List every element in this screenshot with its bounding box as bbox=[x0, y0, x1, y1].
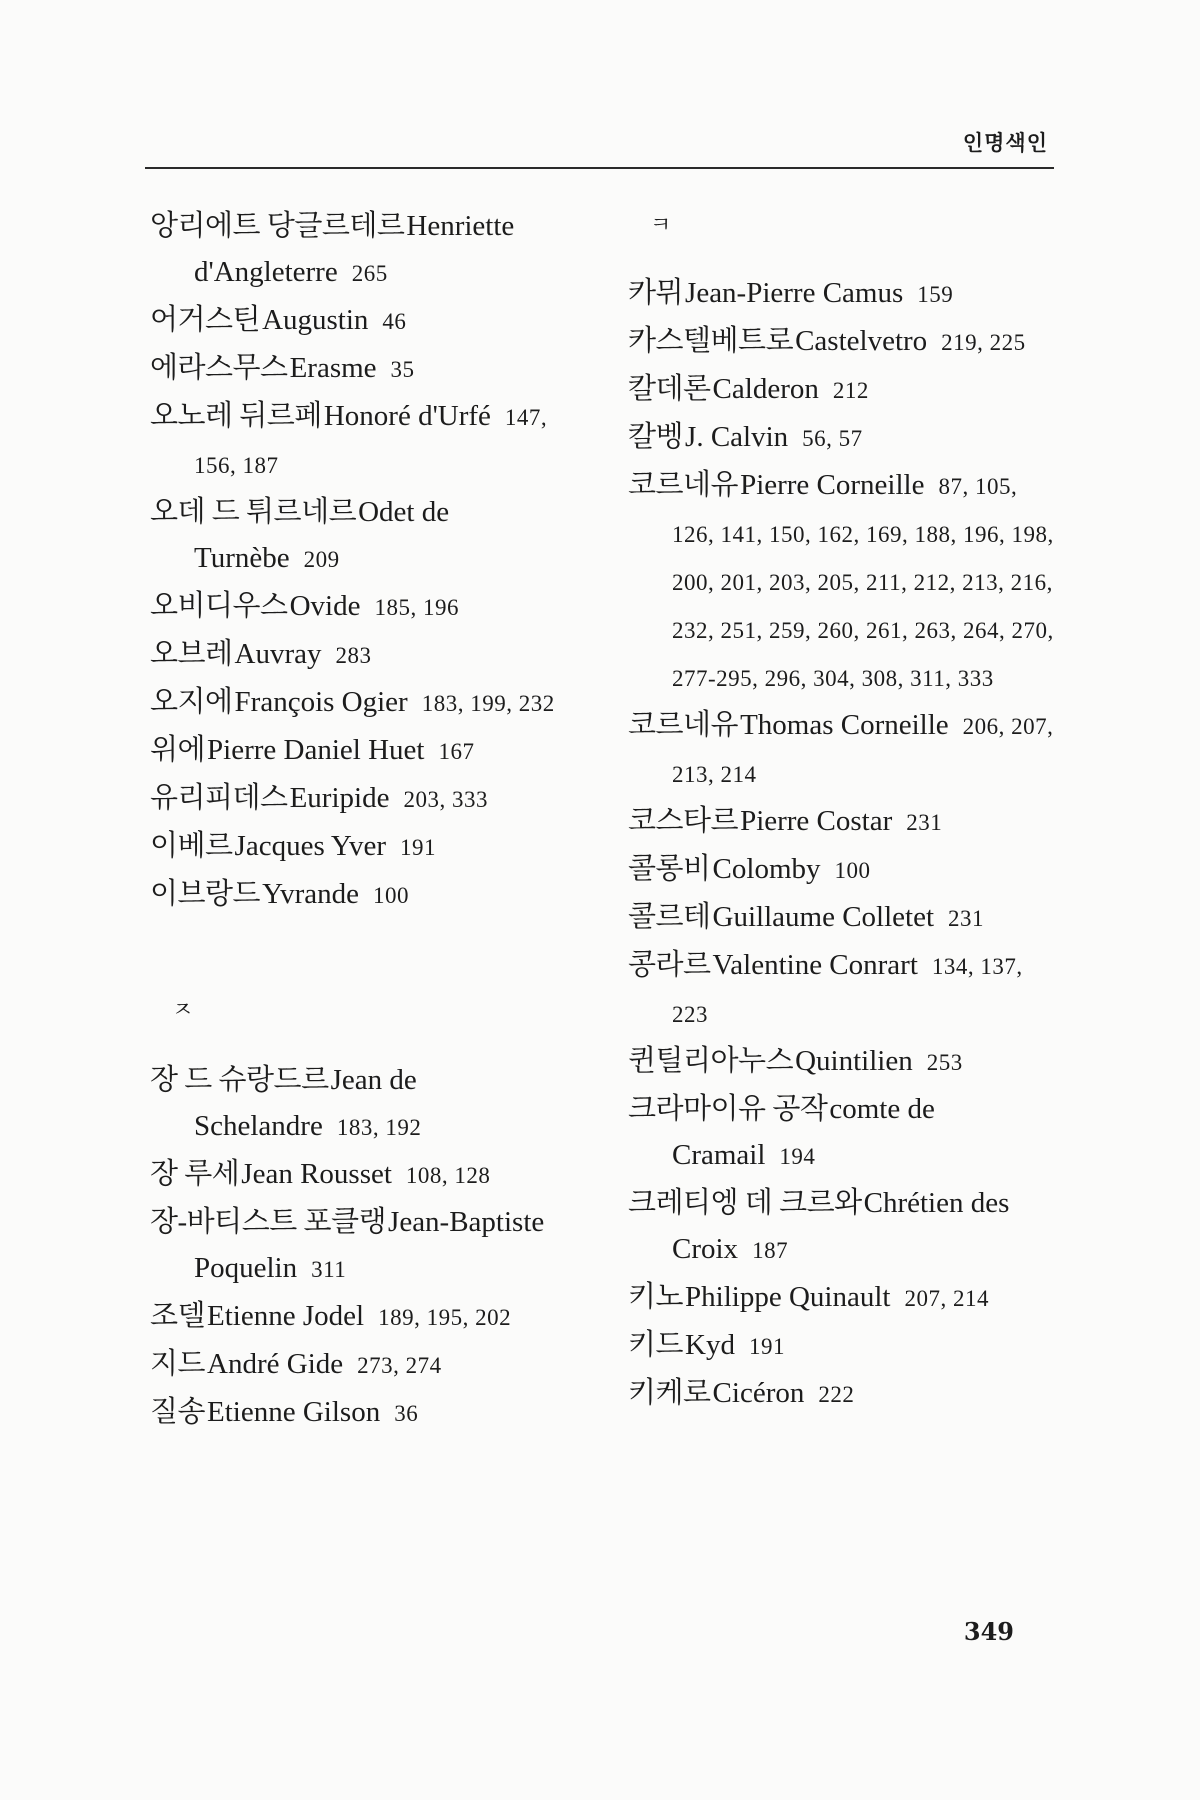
page-refs: 207, 214 bbox=[904, 1286, 989, 1311]
index-entry bbox=[628, 462, 1058, 702]
page-refs: 283 bbox=[335, 643, 372, 668]
page-refs: 100 bbox=[834, 858, 871, 883]
original-name: Auvray bbox=[234, 638, 322, 670]
page-refs: 311 bbox=[311, 1257, 347, 1282]
index-entry bbox=[628, 798, 1058, 846]
korean-name: 칼벵 bbox=[628, 421, 684, 453]
index-entry bbox=[150, 727, 590, 775]
original-name: J. Calvin bbox=[685, 421, 789, 453]
entries-group-c bbox=[628, 270, 1058, 1418]
original-name: Yvrande bbox=[262, 878, 360, 910]
index-entry bbox=[150, 489, 590, 583]
korean-name: 콜롱비 bbox=[628, 853, 711, 885]
index-entry bbox=[150, 1341, 590, 1389]
korean-name: 오브레 bbox=[150, 638, 233, 670]
original-name: Chrétien des Croix bbox=[672, 1187, 1010, 1265]
index-entry bbox=[628, 414, 1058, 462]
korean-name: 조델 bbox=[150, 1300, 206, 1332]
korean-name: 코르네유 bbox=[628, 709, 739, 741]
index-entry bbox=[150, 203, 590, 297]
original-name: Pierre Costar bbox=[740, 805, 893, 837]
index-entry bbox=[628, 270, 1058, 318]
original-name: Colomby bbox=[712, 853, 821, 885]
korean-name: 콩라르 bbox=[628, 949, 711, 981]
page-refs: 253 bbox=[926, 1050, 963, 1075]
index-entry bbox=[628, 942, 1058, 1038]
index-entry bbox=[150, 775, 590, 823]
index-entry bbox=[628, 1086, 1058, 1180]
original-name: Augustin bbox=[262, 304, 369, 336]
original-name: Erasme bbox=[289, 352, 377, 384]
korean-name: 장-바티스트 포클랭 bbox=[150, 1206, 387, 1238]
korean-name: 지드 bbox=[150, 1348, 206, 1380]
page-refs: 209 bbox=[303, 547, 340, 572]
original-name: Cicéron bbox=[712, 1377, 805, 1409]
page-refs: 265 bbox=[351, 261, 388, 286]
original-name: Jean de Schelandre bbox=[194, 1064, 417, 1142]
korean-name: 코스타르 bbox=[628, 805, 739, 837]
page-refs: 219, 225 bbox=[941, 330, 1026, 355]
page-refs: 187 bbox=[752, 1238, 789, 1263]
index-entry bbox=[628, 366, 1058, 414]
entries-group-a bbox=[150, 203, 590, 919]
index-entry bbox=[628, 846, 1058, 894]
korean-name: 칼데론 bbox=[628, 373, 711, 405]
original-name: Etienne Jodel bbox=[207, 1300, 365, 1332]
korean-name: 퀸틸리아누스 bbox=[628, 1045, 794, 1077]
page-refs: 159 bbox=[917, 282, 954, 307]
page-refs: 231 bbox=[906, 810, 943, 835]
entries-group-b bbox=[150, 1057, 590, 1437]
page-refs: 189, 195, 202 bbox=[378, 1305, 512, 1330]
page-refs: 56, 57 bbox=[802, 426, 863, 451]
original-name: Castelvetro bbox=[795, 325, 928, 357]
korean-name: 에라스무스 bbox=[150, 352, 288, 384]
header-rule bbox=[145, 167, 1054, 169]
original-name: Odet de Turnèbe bbox=[194, 496, 450, 574]
korean-name: 오노레 뒤르페 bbox=[150, 400, 322, 432]
page-refs: 185, 196 bbox=[374, 595, 459, 620]
index-entry bbox=[150, 583, 590, 631]
page-refs: 183, 192 bbox=[336, 1115, 422, 1140]
original-name: Kyd bbox=[685, 1329, 735, 1361]
original-name: Euripide bbox=[289, 782, 390, 814]
page-refs: 203, 333 bbox=[403, 787, 488, 812]
page-refs: 206, 207, 213, 214 bbox=[672, 714, 1054, 787]
original-name: Valentine Conrart bbox=[712, 949, 918, 981]
index-entry bbox=[150, 1151, 590, 1199]
korean-name: 크레티엥 데 크르와 bbox=[628, 1187, 862, 1219]
page-refs: 191 bbox=[399, 835, 436, 860]
korean-name: 어거스틴 bbox=[150, 304, 261, 336]
index-entry bbox=[150, 1389, 590, 1437]
running-head: 인명색인 bbox=[962, 131, 1048, 155]
index-entry bbox=[150, 679, 590, 727]
index-entry bbox=[628, 702, 1058, 798]
index-entry bbox=[150, 871, 590, 919]
index-entry bbox=[150, 823, 590, 871]
index-entry bbox=[150, 393, 590, 489]
page-number: 349 bbox=[963, 1617, 1014, 1646]
page-refs: 183, 199, 232 bbox=[421, 691, 555, 716]
index-entry bbox=[150, 345, 590, 393]
page-refs: 222 bbox=[818, 1382, 855, 1407]
korean-name: 오데 드 튀르네르 bbox=[150, 496, 357, 528]
original-name: Pierre Corneille bbox=[740, 469, 925, 501]
page-refs: 87, 105, 126, 141, 150, 162, 169, 188, 196, 198, 200, 201, 203, 205, 211, 212, 213, 216, 232, 251, 259, 260, 261, 263, 264, 270, 277-295, 296, 304, 308, 311, 333 bbox=[672, 474, 1054, 691]
korean-name: 이브랑드 bbox=[150, 878, 261, 910]
original-name: Jacques Yver bbox=[234, 830, 386, 862]
page-refs: 231 bbox=[948, 906, 985, 931]
original-name: Henriette d'Angleterre bbox=[194, 210, 515, 288]
korean-name: 유리피데스 bbox=[150, 782, 288, 814]
original-name: Jean-Pierre Camus bbox=[685, 277, 904, 309]
index-entry bbox=[628, 1274, 1058, 1322]
korean-name: 오비디우스 bbox=[150, 590, 288, 622]
page-refs: 194 bbox=[779, 1144, 816, 1169]
korean-name: 카뮈 bbox=[628, 277, 684, 309]
page-refs: 273, 274 bbox=[357, 1353, 442, 1378]
index-entry bbox=[150, 631, 590, 679]
index-entry bbox=[628, 894, 1058, 942]
page-refs: 36 bbox=[394, 1401, 419, 1426]
page-refs: 212 bbox=[832, 378, 869, 403]
original-name: Etienne Gilson bbox=[207, 1396, 381, 1428]
page-refs: 100 bbox=[373, 883, 410, 908]
original-name: Calderon bbox=[712, 373, 819, 405]
original-name: comte de Cramail bbox=[672, 1093, 935, 1171]
page-refs: 46 bbox=[382, 309, 407, 334]
page-refs: 147, 156, 187 bbox=[194, 405, 548, 478]
page-refs: 108, 128 bbox=[405, 1163, 491, 1188]
original-name: Guillaume Colletet bbox=[712, 901, 935, 933]
index-entry bbox=[628, 1322, 1058, 1370]
korean-name: 크라마이유 공작 bbox=[628, 1093, 828, 1125]
original-name: Ovide bbox=[289, 590, 361, 622]
page-refs: 191 bbox=[748, 1334, 785, 1359]
index-entry bbox=[150, 1057, 590, 1151]
korean-name: 이베르 bbox=[150, 830, 233, 862]
korean-name: 질송 bbox=[150, 1396, 206, 1428]
index-entry bbox=[628, 1038, 1058, 1086]
original-name: Jean-Baptiste Poquelin bbox=[194, 1206, 545, 1284]
korean-name: 키노 bbox=[628, 1281, 684, 1313]
right-column bbox=[628, 203, 1058, 1418]
index-entry bbox=[150, 1199, 590, 1293]
original-name: Pierre Daniel Huet bbox=[207, 734, 425, 766]
index-entry bbox=[628, 318, 1058, 366]
original-name: Quintilien bbox=[795, 1045, 913, 1077]
original-name: André Gide bbox=[207, 1348, 344, 1380]
korean-name: 장 루세 bbox=[150, 1158, 240, 1190]
korean-name: 키케로 bbox=[628, 1377, 711, 1409]
original-name: François Ogier bbox=[234, 686, 408, 718]
original-name: Philippe Quinault bbox=[685, 1281, 891, 1313]
korean-name: 장 드 슈랑드르 bbox=[150, 1064, 329, 1096]
left-column bbox=[150, 203, 590, 1437]
index-entry bbox=[628, 1370, 1058, 1418]
korean-name: 위에 bbox=[150, 734, 206, 766]
korean-name: 카스텔베트로 bbox=[628, 325, 794, 357]
index-entry bbox=[628, 1180, 1058, 1274]
page-refs: 167 bbox=[438, 739, 475, 764]
korean-name: 콜르테 bbox=[628, 901, 711, 933]
section-letter-ja: ㅈ bbox=[172, 998, 194, 1023]
korean-name: 오지에 bbox=[150, 686, 233, 718]
section-letter-ka: ㅋ bbox=[650, 213, 672, 238]
original-name: Thomas Corneille bbox=[740, 709, 949, 741]
korean-name: 앙리에트 당글르테르 bbox=[150, 210, 405, 242]
index-entry bbox=[150, 1293, 590, 1341]
page-refs: 35 bbox=[390, 357, 415, 382]
korean-name: 코르네유 bbox=[628, 469, 739, 501]
original-name: Jean Rousset bbox=[241, 1158, 392, 1190]
page-refs: 134, 137, 223 bbox=[672, 954, 1023, 1027]
korean-name: 키드 bbox=[628, 1329, 684, 1361]
original-name: Honoré d'Urfé bbox=[323, 400, 491, 432]
index-entry bbox=[150, 297, 590, 345]
